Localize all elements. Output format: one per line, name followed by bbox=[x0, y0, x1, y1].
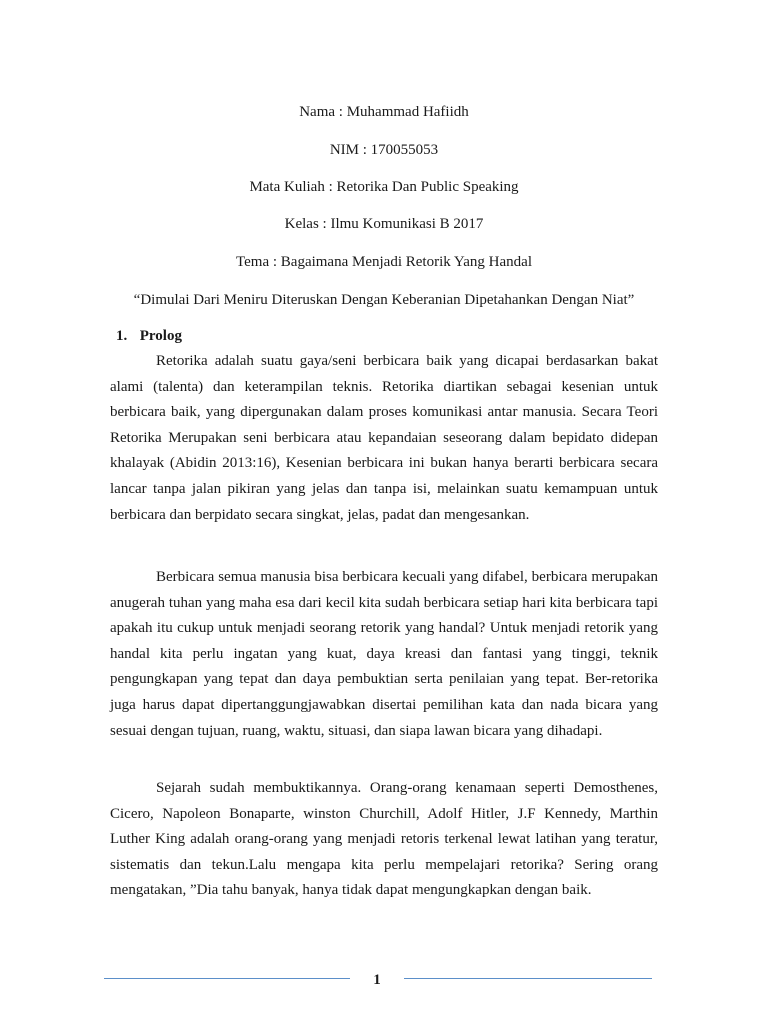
motto-quote: “Dimulai Dari Meniru Diteruskan Dengan Keberanian Dipetahankan Dengan Niat” bbox=[133, 292, 635, 308]
course-name: Mata Kuliah : Retorika Dan Public Speaking bbox=[249, 179, 519, 195]
class-name: Kelas : Ilmu Komunikasi B 2017 bbox=[284, 216, 484, 232]
paragraph-1: Retorika adalah suatu gaya/seni berbicara baik yang dicapai berdasarkan bakat alami (talenta) dan keterampilan teknis. Retorika diartikan sebagai kesenian untuk berbicara baik, yang dipergunakan dalam proses komunikasi antar manusia. Secara Teori Retorika Merupakan seni berbicara atau kepandaian seseorang dalam bepidato didepan khalayak (Abidin 2013:16), Kesenian berbicara ini bukan hanya berarti berbicara secara lancar tanpa jalan pikiran yang jelas dan tanpa isi, melainkan suatu kemampuan untuk berbicara dan berpidato secara singkat, jelas, padat dan mengesankan. bbox=[110, 353, 658, 523]
student-name: Nama : Muhammad Hafiidh bbox=[299, 104, 469, 120]
student-id: NIM : 170055053 bbox=[329, 142, 439, 158]
section-title: Prolog bbox=[139, 328, 182, 344]
footer-rule-right bbox=[404, 978, 652, 979]
paragraph-3: Sejarah sudah membuktikannya. Orang-orang kenamaan seperti Demosthenes, Cicero, Napoleon Bonaparte, winston Churchill, Adolf Hitler, J.F Kennedy, Marthin Luther King adalah orang-orang yang menjadi retoris terkenal lewat latihan yang teratur, sistematis dan tekun.Lalu mengapa kita perlu mempelajari retorika? Sering orang mengatakan, ”Dia tahu banyak, hanya tidak dapat mengungkapkan dengan baik. bbox=[110, 780, 658, 899]
paragraph-2: Berbicara semua manusia bisa berbicara kecuali yang difabel, berbicara merupakan anugerah tuhan yang maha esa dari kecil kita sudah berbicara setiap hari kita berbicara tapi apakah itu cukup untuk menjadi seorang retorik yang handal? Untuk menjadi retorik yang handal kita perlu ingatan yang kuat, daya kreasi dan fantasi yang tinggi, teknik pengungkapan yang tepat dan daya pembuktian serta penilaian yang tepat. Ber-retorika juga harus dapat dipertanggungjawabkan disertai pemilihan kata dan nada bicara yang sesuai dengan tujuan, ruang, waktu, situasi, dan siapa lawan bicara yang dihadapi. bbox=[110, 569, 658, 739]
section-number: 1. bbox=[116, 328, 128, 344]
footer-rule-left bbox=[104, 978, 350, 979]
section-heading bbox=[116, 326, 182, 346]
essay-theme: Tema : Bagaimana Menjadi Retorik Yang Handal bbox=[236, 254, 532, 270]
page-number: 1 bbox=[373, 972, 381, 988]
